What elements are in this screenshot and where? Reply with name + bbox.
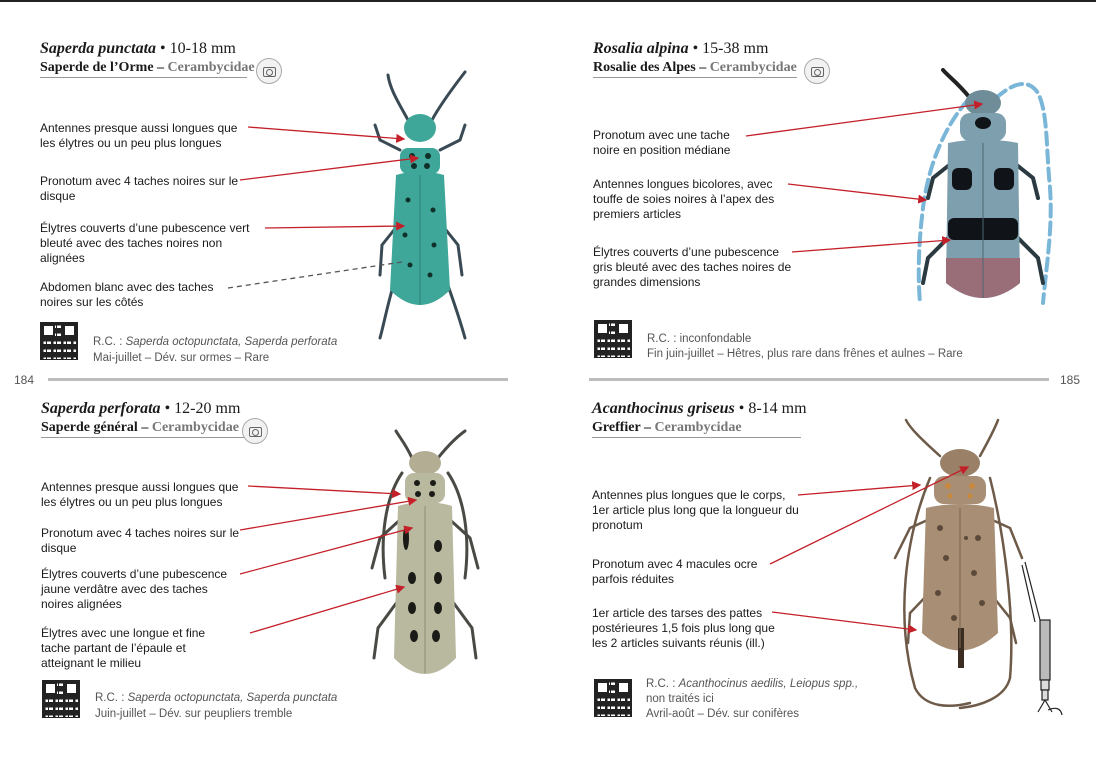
- family-name: Cerambycidae: [151, 420, 239, 435]
- season-info: Mai-juillet – Dév. sur ormes – Rare: [93, 352, 270, 364]
- page-number-left: 184: [14, 373, 35, 387]
- annotation-label: Abdomen blanc avec des taches noires sur les côtés: [40, 280, 214, 309]
- annotation-arrows: [0, 0, 548, 390]
- rc-prefix: R.C. :: [646, 678, 679, 690]
- rc-species: Saperda octopunctata, Saperda punctata: [127, 692, 338, 704]
- annotation-label: 1er article des tarses des pattes postérieures 1,5 fois plus long que les 2 articles suivants réunis (ill.): [592, 606, 775, 650]
- species-size: • 8-14 mm: [738, 400, 807, 417]
- qr-code-icon[interactable]: [594, 320, 632, 358]
- season-info: Avril-août – Dév. sur conifères: [646, 708, 799, 720]
- family-name: Cerambycidae: [167, 60, 255, 75]
- species-name: Rosalia alpina: [593, 40, 689, 57]
- annotation-label: Élytres couverts d’une pubescence gris bleuté avec des taches noires de grandes dimensions: [593, 245, 792, 289]
- common-name-line: Rosalie des Alpes – Cerambycidae: [593, 60, 797, 78]
- rc-text: inconfondable: [679, 333, 752, 345]
- species-name: Saperda punctata: [40, 40, 157, 57]
- annotation-label: Pronotum avec une tache noire en position médiane: [593, 128, 731, 157]
- page-rule-right: [589, 378, 1049, 381]
- related-species: [647, 332, 751, 347]
- common-name-line: Greffier – Cerambycidae: [592, 420, 801, 438]
- annotation-label: Antennes longues bicolores, avec touffe de soies noires à l’apex des premiers articles: [593, 177, 775, 221]
- species-size: • 15-38 mm: [692, 40, 769, 57]
- annotation-label: Antennes presque aussi longues que les élytres ou un peu plus longues: [41, 480, 239, 509]
- annotation-text: Antennes plus longues que le corps, 1er article plus long que la longueur du pronotum: [592, 488, 799, 532]
- annotation-label: Élytres couverts d’une pubescence vert bleuté avec des taches noires non alignées: [40, 221, 250, 265]
- annotation-label: Pronotum avec 4 macules ocre parfois réduites: [592, 557, 758, 586]
- common-name: Saperde général: [41, 420, 138, 435]
- common-name: Rosalie des Alpes: [593, 60, 696, 75]
- qr-code-icon[interactable]: [40, 322, 78, 360]
- common-name: Saperde de l’Orme: [40, 60, 154, 75]
- common-name-line: Saperde général – Cerambycidae: [41, 420, 247, 438]
- species-name: Acanthocinus griseus: [592, 400, 735, 417]
- annotation-label: Pronotum avec 4 taches noires sur le disque: [40, 174, 239, 203]
- page-number-right: 185: [1060, 373, 1081, 387]
- rc-note: non traités ici: [646, 693, 714, 705]
- species-size: • 12-20 mm: [164, 400, 241, 417]
- rc-species: Acanthocinus aedilis, Leiopus spp.,: [678, 678, 859, 690]
- rc-prefix: R.C. :: [93, 336, 126, 348]
- qr-code-icon[interactable]: [594, 679, 632, 717]
- related-species: [93, 335, 337, 350]
- annotation-label: Pronotum avec 4 taches noires sur le disque: [41, 526, 240, 555]
- related-species: [646, 677, 858, 692]
- common-name-line: Saperde de l’Orme – Cerambycidae: [40, 60, 247, 78]
- annotation-label: Élytres avec une longue et fine tache partant de l’épaule et atteignant le milieu: [41, 626, 206, 670]
- annotation-label: Antennes presque aussi longues que les élytres ou un peu plus longues: [40, 121, 238, 150]
- season-info: Fin juin-juillet – Hêtres, plus rare dans frênes et aulnes – Rare: [647, 348, 963, 360]
- common-name: Greffier: [592, 420, 641, 435]
- rc-species: Saperda octopunctata, Saperda perforata: [125, 336, 338, 348]
- season-info: Juin-juillet – Dév. sur peupliers tremble: [95, 708, 293, 720]
- family-name: Cerambycidae: [709, 60, 797, 75]
- page-rule-left: [48, 378, 508, 381]
- family-name: Cerambycidae: [654, 420, 742, 435]
- annotation-label: Élytres couverts d’une pubescence jaune verdâtre avec des taches noires alignées: [41, 567, 228, 611]
- rc-prefix: R.C. :: [95, 692, 128, 704]
- related-species: [95, 691, 337, 706]
- rc-prefix: R.C. :: [647, 333, 680, 345]
- species-name: Saperda perforata: [41, 400, 161, 417]
- species-size: • 10-18 mm: [160, 40, 236, 57]
- qr-code-icon[interactable]: [42, 680, 80, 718]
